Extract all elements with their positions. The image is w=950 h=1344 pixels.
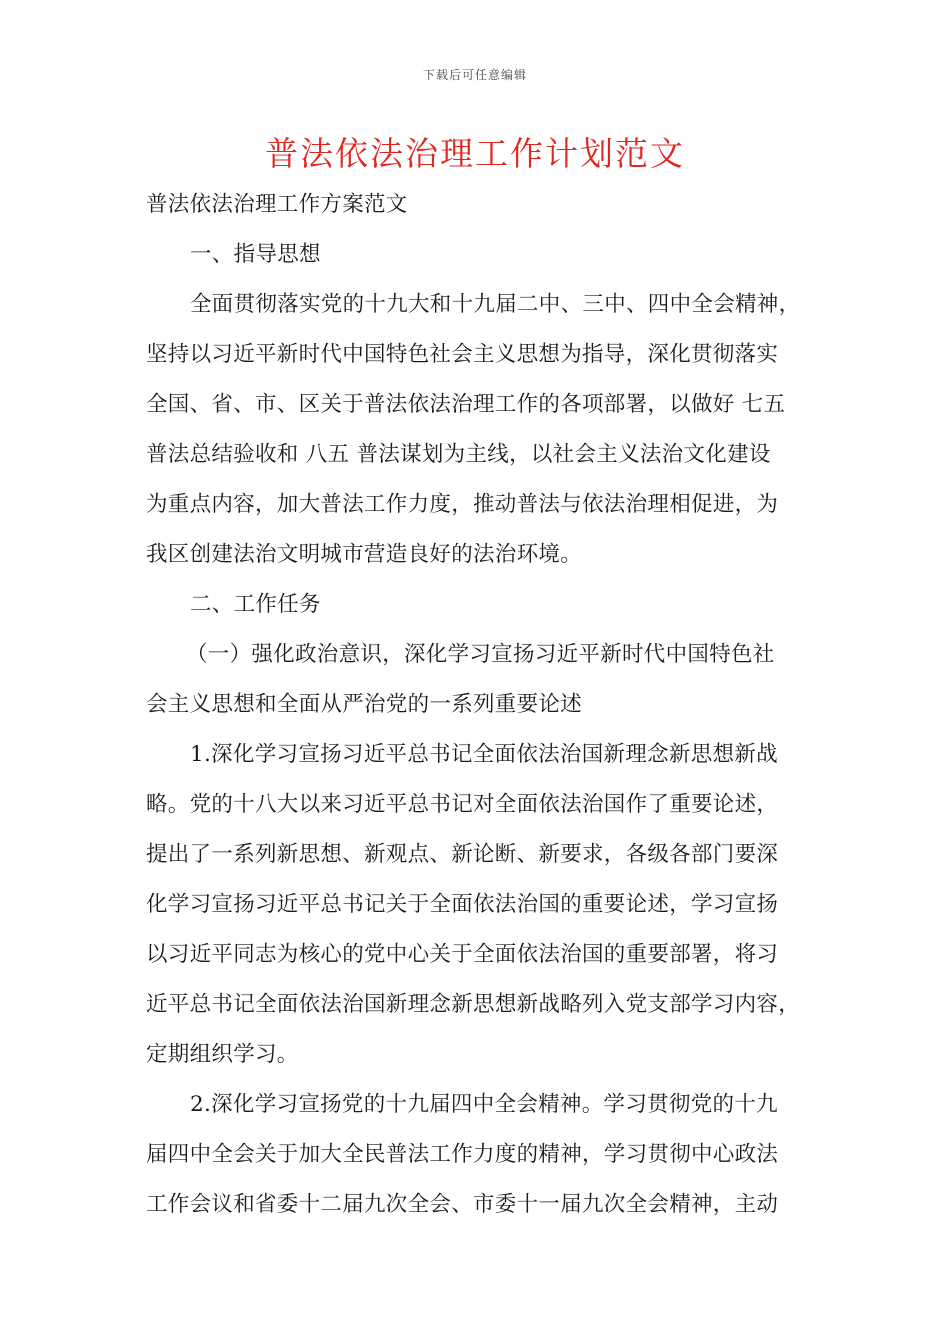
body-line: 我区创建法治文明城市营造良好的法治环境。 bbox=[146, 542, 583, 567]
body-line: 坚持以习近平新时代中国特色社会主义思想为指导，深化贯彻落实 bbox=[146, 342, 779, 367]
body-line: 定期组织学习。 bbox=[146, 1042, 299, 1067]
document-title: 普法依法治理工作计划范文 bbox=[265, 134, 685, 173]
section-heading: 二、工作任务 bbox=[190, 592, 321, 617]
body-line: 近平总书记全面依法治国新理念新思想新战略列入党支部学习内容， bbox=[146, 992, 801, 1017]
body-line: 普法总结验收和 八五 普法谋划为主线，以社会主义法治文化建设 bbox=[146, 442, 771, 467]
body-line: 普法依法治理工作方案范文 bbox=[146, 192, 408, 217]
body-line: 化学习宣扬习近平总书记关于全面依法治国的重要论述，学习宣扬 bbox=[146, 892, 779, 917]
body-line: 提出了一系列新思想、新观点、新论断、新要求，各级各部门要深 bbox=[146, 842, 779, 867]
body-line: 1.深化学习宣扬习近平总书记全面依法治国新理念新思想新战 bbox=[190, 742, 778, 767]
section-heading: 一、指导思想 bbox=[190, 242, 321, 267]
body-line: 全国、省、市、区关于普法依法治理工作的各项部署，以做好 七五 bbox=[146, 392, 786, 417]
body-line: 全面贯彻落实党的十九大和十九届二中、三中、四中全会精神， bbox=[190, 292, 801, 317]
body-line: 以习近平同志为核心的党中心关于全面依法治国的重要部署，将习 bbox=[146, 942, 779, 967]
subsection-heading: （一）强化政治意识，深化学习宣扬习近平新时代中国特色社 bbox=[186, 642, 775, 667]
body-line: 工作会议和省委十二届九次全会、市委十一届九次全会精神，主动 bbox=[146, 1192, 779, 1217]
header-note: 下载后可任意编辑 bbox=[422, 68, 527, 82]
body-line: 略。党的十八大以来习近平总书记对全面依法治国作了重要论述， bbox=[146, 792, 779, 817]
body-line: 会主义思想和全面从严治党的一系列重要论述 bbox=[146, 692, 583, 717]
body-line: 届四中全会关于加大全民普法工作力度的精神，学习贯彻中心政法 bbox=[146, 1142, 779, 1167]
body-line: 2.深化学习宣扬党的十九届四中全会精神。学习贯彻党的十九 bbox=[190, 1092, 778, 1117]
document-body bbox=[146, 180, 818, 1230]
body-line: 为重点内容，加大普法工作力度，推动普法与依法治理相促进，为 bbox=[146, 492, 779, 517]
